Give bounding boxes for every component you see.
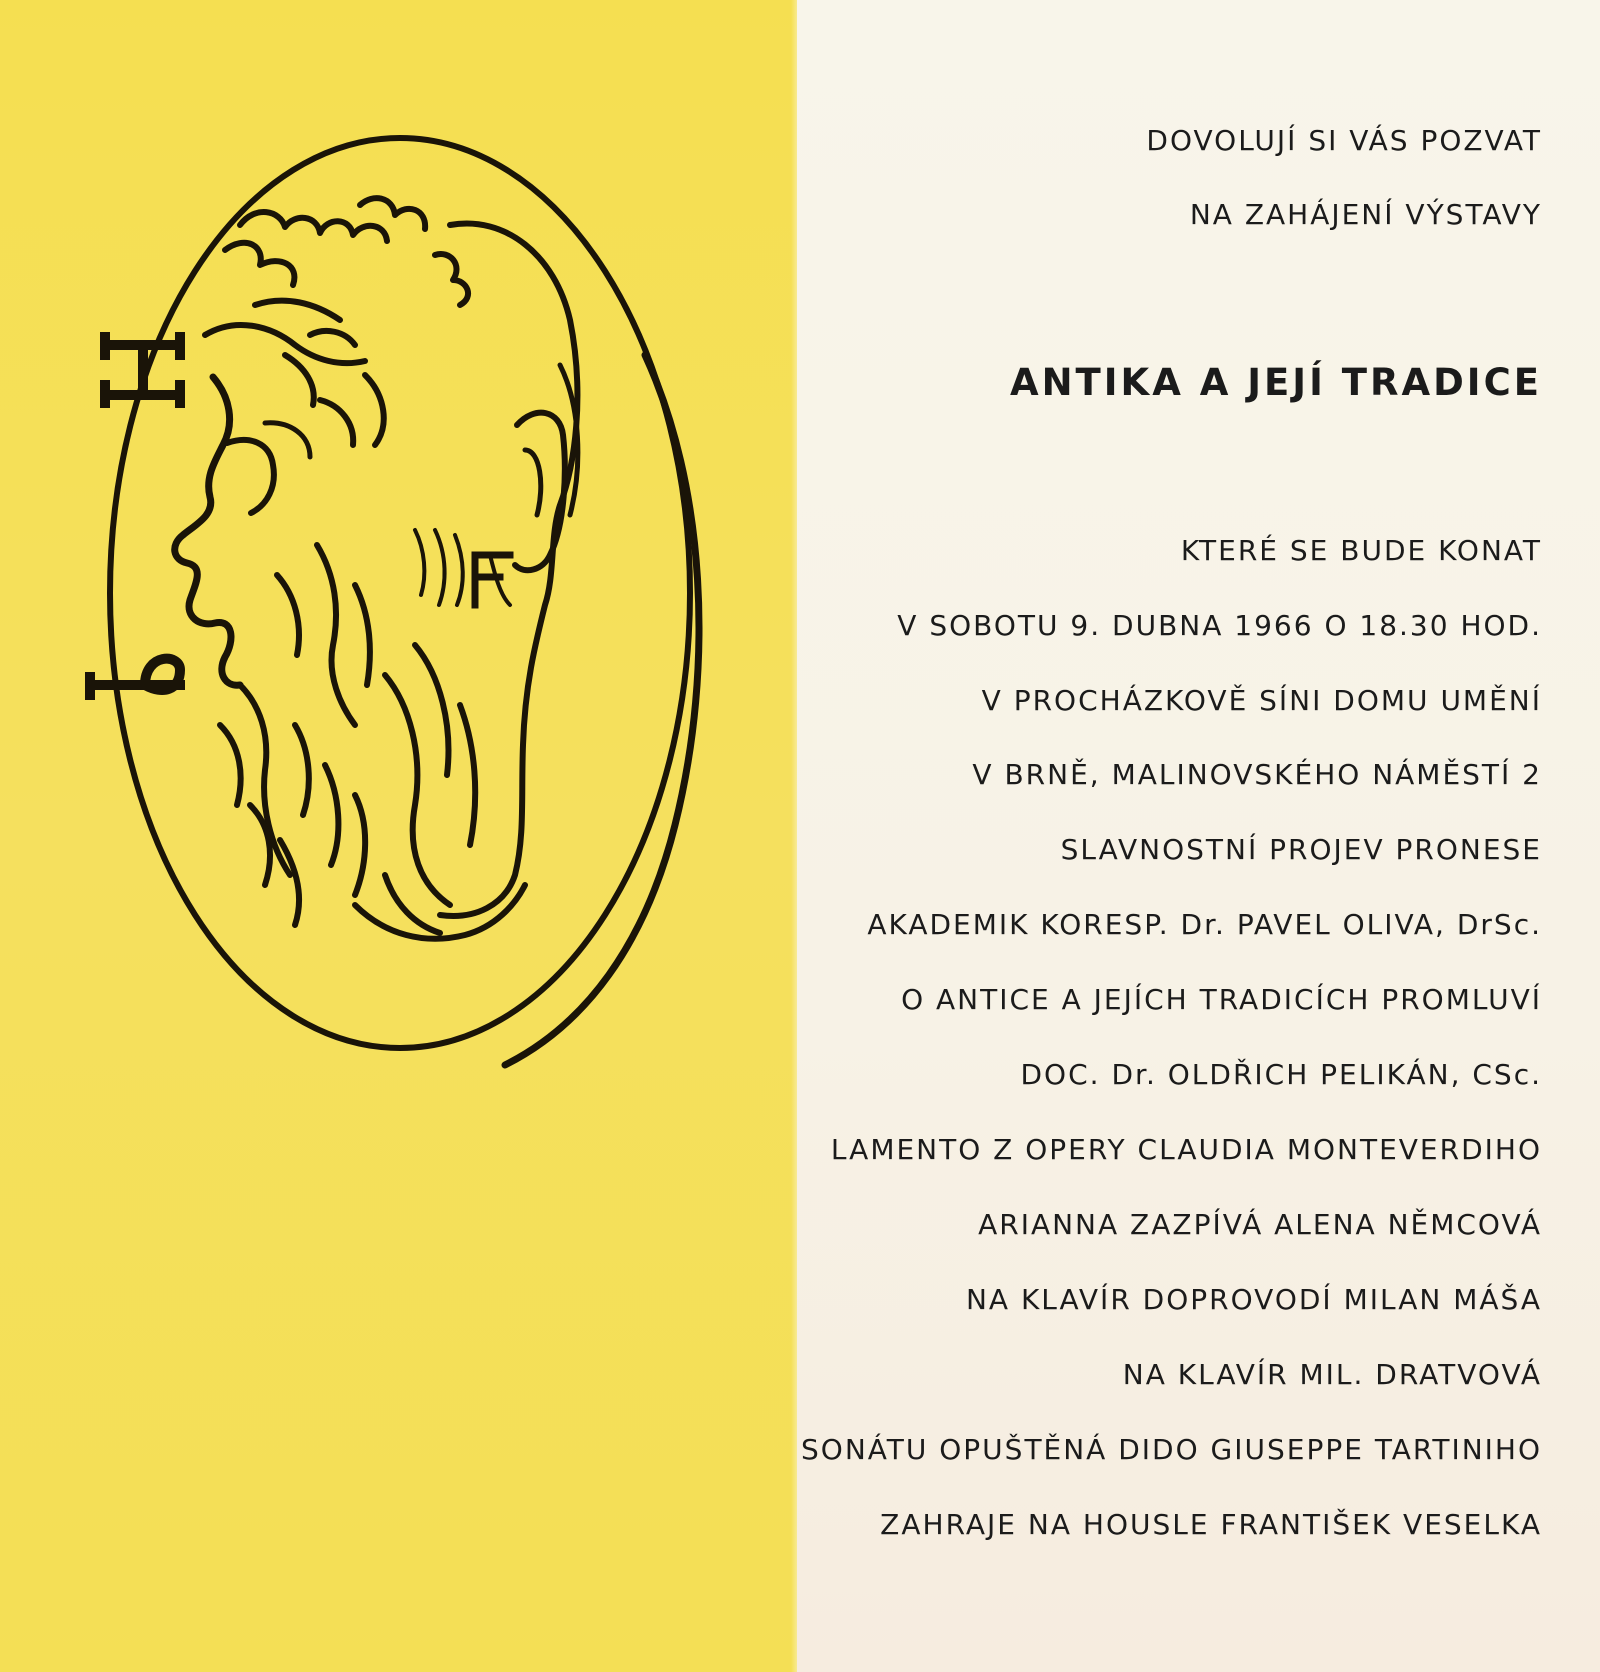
detail-line-13: SONÁTU OPUŠTĚNÁ DIDO GIUSEPPE TARTINIHO: [801, 1433, 1542, 1466]
detail-line-4: V BRNĚ, MALINOVSKÉHO NÁMĚSTÍ 2: [972, 758, 1542, 791]
detail-line-10: ARIANNA ZAZPÍVÁ ALENA NĚMCOVÁ: [978, 1208, 1542, 1241]
oval-frame: [110, 138, 690, 1048]
detail-line-1: KTERÉ SE BUDE KONAT: [1180, 534, 1542, 567]
detail-line-5: SLAVNOSTNÍ PROJEV PRONESE: [1060, 833, 1542, 866]
detail-line-8: DOC. Dr. OLDŘICH PELIKÁN, CSc.: [1020, 1058, 1542, 1091]
antique-gem-illustration: [55, 105, 745, 1100]
face-profile: [175, 377, 240, 685]
text-panel: [797, 0, 1600, 1672]
letter-p-glyph: [90, 659, 180, 695]
hair-curls: [205, 198, 468, 445]
drapery: [355, 645, 525, 939]
detail-line-9: LAMENTO Z OPERY CLAUDIA MONTEVERDIHO: [830, 1133, 1542, 1166]
detail-line-11: NA KLAVÍR DOPROVODÍ MILAN MÁŠA: [965, 1283, 1542, 1316]
exhibition-title: ANTIKA A JEJÍ TRADICE: [1009, 361, 1542, 404]
detail-line-14: ZAHRAJE NA HOUSLE FRANTIŠEK VESELKA: [880, 1508, 1542, 1541]
letter-h-glyph: [105, 337, 180, 403]
intro-line-2: NA ZAHÁJENÍ VÝSTAVY: [1189, 198, 1542, 231]
oval-frame-shadow: [505, 355, 699, 1065]
detail-line-12: NA KLAVÍR MIL. DRATVOVÁ: [1122, 1358, 1542, 1391]
beard: [220, 545, 370, 925]
detail-line-7: O ANTICE A JEJÍCH TRADICÍCH PROMLUVÍ: [901, 983, 1542, 1016]
head-outline: [440, 223, 577, 915]
yellow-art-panel: [0, 0, 797, 1672]
intro-line-1: DOVOLUJÍ SI VÁS POZVAT: [1146, 124, 1542, 157]
detail-line-6: AKADEMIK KORESP. Dr. PAVEL OLIVA, DrSc.: [867, 908, 1542, 941]
detail-line-3: V PROCHÁZKOVĚ SÍNI DOMU UMĚNÍ: [981, 684, 1542, 717]
detail-line-2: V SOBOTU 9. DUBNA 1966 O 18.30 HOD.: [897, 609, 1542, 642]
